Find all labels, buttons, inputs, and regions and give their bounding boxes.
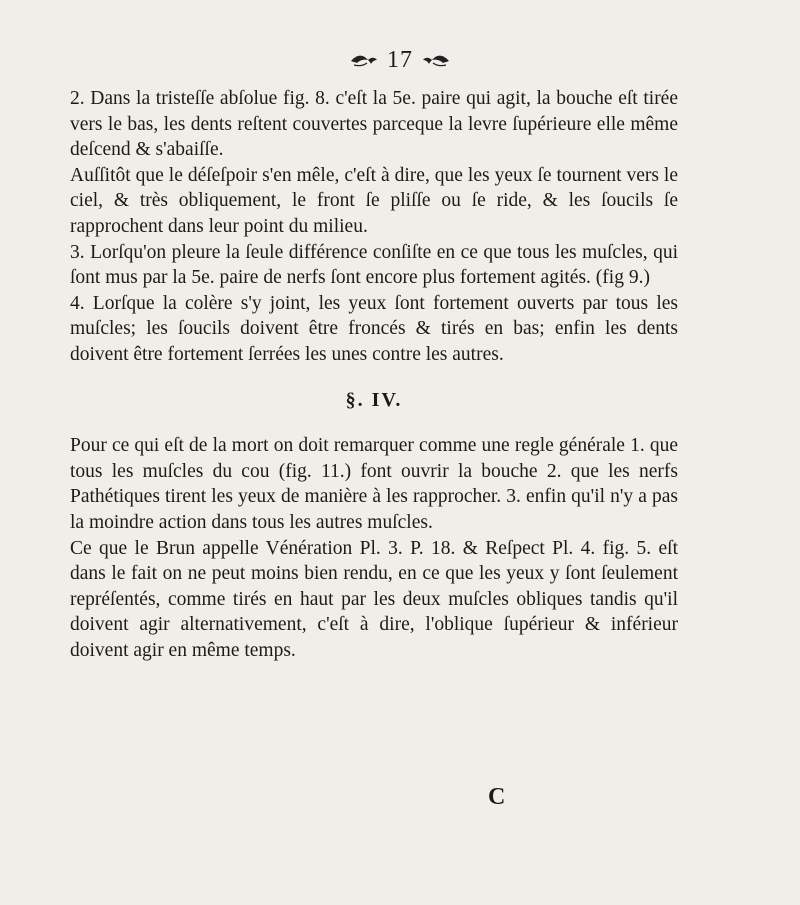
paragraph-pleurs: 3. Lorſqu'on pleure la ſeule différence conſiſte en ce que tous les muſcles, qui ſont mus par la 5e. paire de nerfs ſont encore plus fortement agités. (fig 9.) xyxy=(70,241,678,289)
paragraph-veneration: Ce que le Brun appelle Vénération Pl. 3. P. 18. & Reſpect Pl. 4. fig. 5. eſt dans le fait on ne peut moins bien rendu, en ce que les yeux y ſont ſeulement repréſentés, comme tirés en haut par les deux muſcles obliques tandis qu'il doivent agir alternativement, c'eſt à dire, l'oblique ſupérieur & inférieur doivent agir en même temps. xyxy=(70,537,678,661)
page-header xyxy=(0,40,800,80)
page-body xyxy=(70,86,678,663)
paragraph-colere: 4. Lorſque la colère s'y joint, les yeux ſont fortement ouverts par tous les muſcles; les ſoucils doivent être froncés & tirés en bas; enfin les dents doivent être fortement ſerrées les unes contre les autres. xyxy=(70,292,678,365)
paragraph-tristesse: 2. Dans la tristeſſe abſolue fig. 8. c'eſt la 5e. paire qui agit, la bouche eſt tirée vers le bas, les dents reſtent couvertes parceque la levre ſupérieure elle même deſcend & s'abaiſſe. xyxy=(70,88,678,161)
paragraph-desespoir: Auſſitôt que le déſeſpoir s'en mêle, c'eſt à dire, que les yeux ſe tournent vers le ciel, & très obliquement, le front ſe pliſſe ou ſe ride, & les ſoucils ſe rapprochent dans leur point du milieu. xyxy=(70,164,678,237)
paragraph-mort: Pour ce qui eſt de la mort on doit remarquer comme une regle générale 1. que tous les muſcles du cou (fig. 11.) font ouvrir la bouche 2. que les nerfs Pathétiques tirent les yeux de manière à les rapprocher. 3. enfin qu'il n'y a pas la moindre action dans tous les autres muſcles. xyxy=(70,435,678,533)
right-fleuron-ornament xyxy=(421,51,451,69)
page-number: 17 xyxy=(387,46,413,73)
left-fleuron-ornament xyxy=(349,51,379,69)
section-heading: §. IV. xyxy=(345,388,403,411)
signature-mark: C xyxy=(488,784,506,810)
